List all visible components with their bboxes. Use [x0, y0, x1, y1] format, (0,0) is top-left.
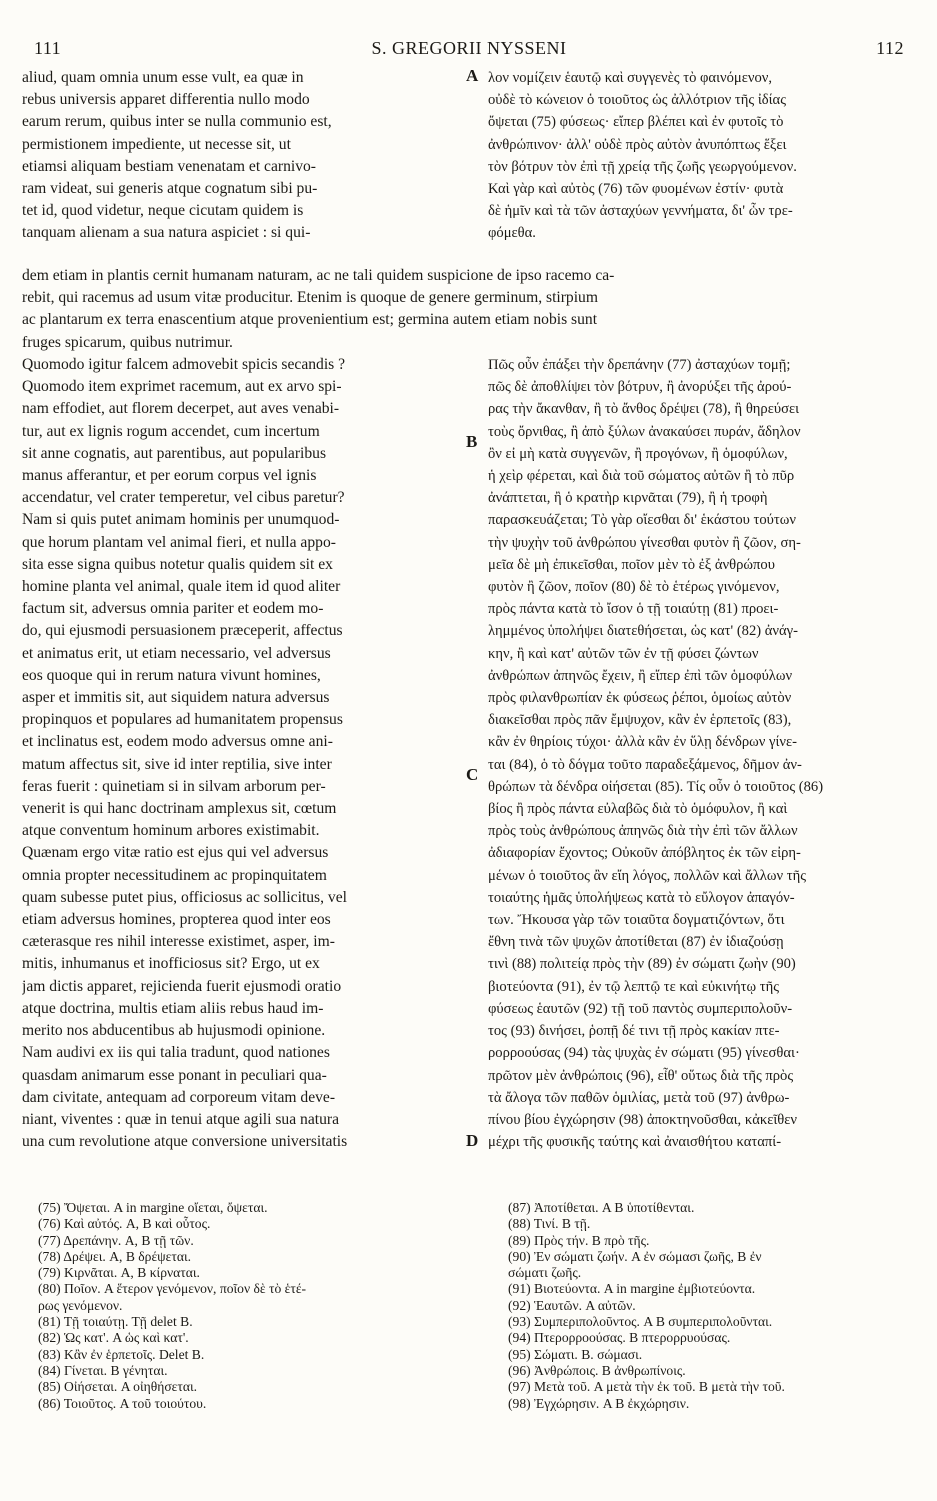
page-number-left: 111 [34, 38, 62, 58]
margin-letter-b: B [466, 432, 478, 451]
margin-letter-a: A [466, 66, 479, 85]
greek-column-top: λον νομίζειν ἑαυτῷ καὶ συγγενὲς τὸ φαινόμενον, οὐδὲ τὸ κώνειον ὁ τοιοῦτος ὡς ἀλλότριον τῆς ἰδίας ὄψεται (75) φύσεως· εἴπερ βλέπει καὶ ἐν φυτοῖς τὸ ἀνθρώπινον· ἀλλ' οὐδὲ πρὸς αὐτὸν ἀνυπόπτως ἕξει τὸν βότρυν τὸν ἐπὶ τῇ χρείᾳ τῆς ζωῆς γεωργούμενον. Καὶ γὰρ καὶ αὐτὸς (76) τῶν φυομένων ἐστίν· φυτὰ δὲ ἡμῖν καὶ τὰ τῶν ἀσταχύων γεννήματα, δι' ὧν τρε- φόμεθα. [488, 70, 797, 242]
latin-full-width-paragraph: dem etiam in plantis cernit humanam naturam, ac ne tali quidem suspicione de ipso racemo ca- rebit, qui racemus ad usum vitæ producitur. Etenim is quoque de genere germinum, stirpium ac plantarum ex terra enascentium atque provenientium est; germina autem etiam nobis sunt fruges spicarum, quibus nutrimur. [22, 267, 615, 351]
footnotes-right: (87) Ἀποτίθεται. A B ὑποτίθενται. (88) Τινί. B τῇ. (89) Πρὸς τήν. B πρὸ τῆς. (90) Ἐν σώματι ζωήν. A ἐν σώμασι ζωῆς, B ἐν σώματι ζωῆς. (91) Βιοτεύοντα. A in margine ἐμβιοτεύοντα. (92) Ἑαυτῶν. A αὐτῶν. (93) Συμπεριπολοῦντος. A B συμπεριπολοῦνται. (94) Πτερορροούσας. B πτερορρυούσας. (95) Σώματι. B. σώμασι. (96) Ἀνθρώποις. B ἀνθρωπίνοις. (97) Μετὰ τοῦ. A μετὰ τὴν ἐκ τοῦ. B μετὰ τὴν τοῦ. (98) Ἐγχώρησιν. A B ἐκχώρησιν. [508, 1200, 785, 1411]
running-title: S. GREGORII NYSSENI [371, 38, 567, 58]
running-header [34, 38, 904, 62]
footnotes-left: (75) Ὄψεται. A in margine οἴεται, ὄψεται. (76) Καὶ αὐτός. A, B καὶ οὗτος. (77) Δρεπάνην. A, B τῇ τῶν. (78) Δρέψει. A, B δρέψεται. (79) Κιρνᾶται. A, B κίρναται. (80) Ποῖον. A ἕτερον γενόμενον, ποῖον δὲ τὸ ἑτέ- ρως γενόμενον. (81) Τῇ τοιαύτῃ. Τῇ delet B. (82) Ὡς κατ'. A ὡς καὶ κατ'. (83) Κἂν ἐν ἑρπετοῖς. Delet B. (84) Γίνεται. B γένηται. (85) Οἰήσεται. A οἰηθήσεται. (86) Τοιοῦτος. A τοῦ τοιούτου. [38, 1200, 307, 1411]
margin-letter-c: C [466, 765, 479, 784]
page-number-right: 112 [876, 38, 904, 58]
margin-letter-d: D [466, 1131, 479, 1150]
latin-column-main: Quomodo igitur falcem admovebit spicis secandis ? Quomodo item exprimet racemum, aut ex arvo spi- nam effodiet, aut florem decerpet, aut aves venabi- tur, aut ex lignis rogum accendet, cum incertum sit anne cognatis, aut parentibus, aut popularibus manus afferantur, et per eorum corpus vel ignis accendatur, vel crater temperetur, vel cibus paretur? Nam si quis putet animam hominis per unumquod- que horum plantam vel animal fieri, et nulla appo- sita esse signa quibus notetur qualis quidem sit ex homine planta vel animal, quale item id quod aliter factum sit, adversus omnia pariter et eodem mo- do, qui ejusmodi persuasionem præceperit, affectus et animatus erit, ut etiam necessario, vel adversus eos quoque qui in rerum natura vivunt homines, asper et immitis sit, aut siquidem natura adversus propinquos et populares ad humanitatem propensus et inclinatus est, eodem modo adversus omne ani- matum affectus sit, sive id inter reptilia, sive inter feras fuerit : quinetiam si in silvam arborum per- venerit is qui hanc doctrinam amplexus sit, cœtum atque conventum hominum arbores existimabit. Quænam ergo vitæ ratio est ejus qui vel adversus omnia propter necessitudinem ac propinquitatem quam subesse putet pius, officiosus ac sollicitus, vel etiam adversus homines, propterea quod inter eos cæterasque res nihil interesse existimet, asper, im- mitis, inhumanus et inofficiosus sit? Ergo, ut ex jam dictis apparet, rejicienda fuerit ejusmodi oratio atque doctrina, multis etiam aliis rebus haud im- merito nos abducentibus ab hujusmodi opinione. Nam audivi ex iis qui talia tradunt, quod nationes quasdam animarum esse ponant in peculiari qua- dam civitate, antequam ad corporeum vitam deve- niant, viventes : quæ in tenui atque agili sua natura una cum revolutione atque conversione universitatis [22, 356, 348, 1151]
latin-column-top: aliud, quam omnia unum esse vult, ea quæ in rebus universis apparet differentia nullo modo earum rerum, quibus inter se nulla communio est, permistionem impediente, ut necesse sit, ut etiamsi aliquam bestiam venenatam et carnivo- ram videat, sui generis atque cognatum sibi pu- tet id, quod videtur, neque cicutam quidem is tanquam alienam a sua natura aspiciet : si qui- [22, 69, 332, 242]
greek-column-main: Πῶς οὖν ἐπάξει τὴν δρεπάνην (77) ἀσταχύων τομῇ; πῶς δὲ ἀποθλίψει τὸν βότρυν, ἢ ἀνορύξει τῆς ἀρού- ρας τὴν ἄκανθαν, ἢ τὸ ἄνθος δρέψει (78), ἢ θηρεύσει τοὺς ὄρνιθας, ἢ ἀπὸ ξύλων ἀνακαύσει πυράν, ἄδηλον ὂν εἰ μὴ κατὰ συγγενῶν, ἢ προγόνων, ἢ ὁμοφύλων, ἡ χεὶρ φέρεται, καὶ διὰ τοῦ σώματος αὐτῶν ἢ τὸ πῦρ ἀνάπτεται, ἢ ὁ κρατὴρ κιρνᾶται (79), ἢ ἡ τροφὴ παρασκευάζεται; Τὸ γὰρ οἴεσθαι δι' ἑκάστου τούτων τὴν ψυχὴν τοῦ ἀνθρώπου γίνεσθαι φυτὸν ἢ ζῶον, ση- μεῖα δὲ μὴ ἐπικεῖσθαι, ποῖον μὲν τὸ ἐξ ἀνθρώπου φυτὸν ἢ ζῶον, ποῖον (80) δὲ τὸ ἑτέρως γινόμενον, πρὸς πάντα κατὰ τὸ ἴσον ὁ τῇ τοιαύτῃ (81) προει- λημμένος ὑπολήψει διατεθήσεται, ὡς κατ' (82) ἀνάγ- κην, ἢ καὶ κατ' αὐτῶν τῶν ἐν τῇ φύσει ζώντων ἀνθρώπων ἀπηνῶς ἔχειν, ἢ εἴπερ ἐπὶ τῶν ὁμοφύλων πρὸς φιλανθρωπίαν ἐκ φύσεως ῥέποι, ὁμοίως αὐτὸν διακεῖσθαι πρὸς πᾶν ἔμψυχον, κἂν ἐν ἑρπετοῖς (83), κἂν ἐν θηρίοις τύχοι· ἀλλὰ κἂν ἐν ὕλῃ δένδρων γίνε- ται (84), ὁ τὸ δόγμα τοῦτο παραδεξάμενος, δῆμον ἀν- θρώπων τὰ δένδρα οἰήσεται (85). Τίς οὖν ὁ τοιοῦτος (86) βίος ἢ πρὸς πάντα εὐλαβῶς διὰ τὸ ὁμόφυλον, ἢ καὶ πρὸς τοὺς ἀνθρώπους ἀπηνῶς διὰ τὴν ἐπὶ τῶν ἄλλων ἀδιαφορίαν ἔχοντος; Οὐκοῦν ἀπόβλητος ἐκ τῶν εἰρη- μένων ὁ τοιοῦτος ἂν εἴη λόγος, πολλῶν καὶ ἄλλων τῆς τοιαύτης ἡμᾶς ὑπολήψεως κατὰ τὸ εὔλογον ἀπαγόν- των. Ἤκουσα γὰρ τῶν τοιαῦτα δογματιζόντων, ὅτι ἔθνη τινὰ τῶν ψυχῶν ἀποτίθεται (87) ἐν ἰδιαζούσῃ τινὶ (88) πολιτείᾳ πρὸς τὴν (89) ἐν σώματι ζωὴν (90) βιοτεύοντα (91), ἐν τῷ λεπτῷ τε καὶ εὐκινήτῳ τῆς φύσεως ἑαυτῶν (92) τῇ τοῦ παντὸς συμπεριπολοῦν- τος (93) δινήσει, ῥοπῇ δέ τινι τῇ πρὸς κακίαν πτε- ρορροούσας (94) τὰς ψυχὰς ἐν σώματι (95) γίνεσθαι· πρῶτον μὲν ἀνθρώποις (96), εἶθ' οὕτως διὰ τῆς πρὸς τὰ ἄλογα τῶν παθῶν ὁμιλίας, μετὰ τοῦ (97) ἀνθρω- πίνου βίου ἐγχώρησιν (98) ἀποκτηνοῦσθαι, κἀκεῖθεν μέχρι τῆς φυσικῆς ταύτης καὶ ἀναισθήτου καταπί- [488, 357, 824, 1151]
